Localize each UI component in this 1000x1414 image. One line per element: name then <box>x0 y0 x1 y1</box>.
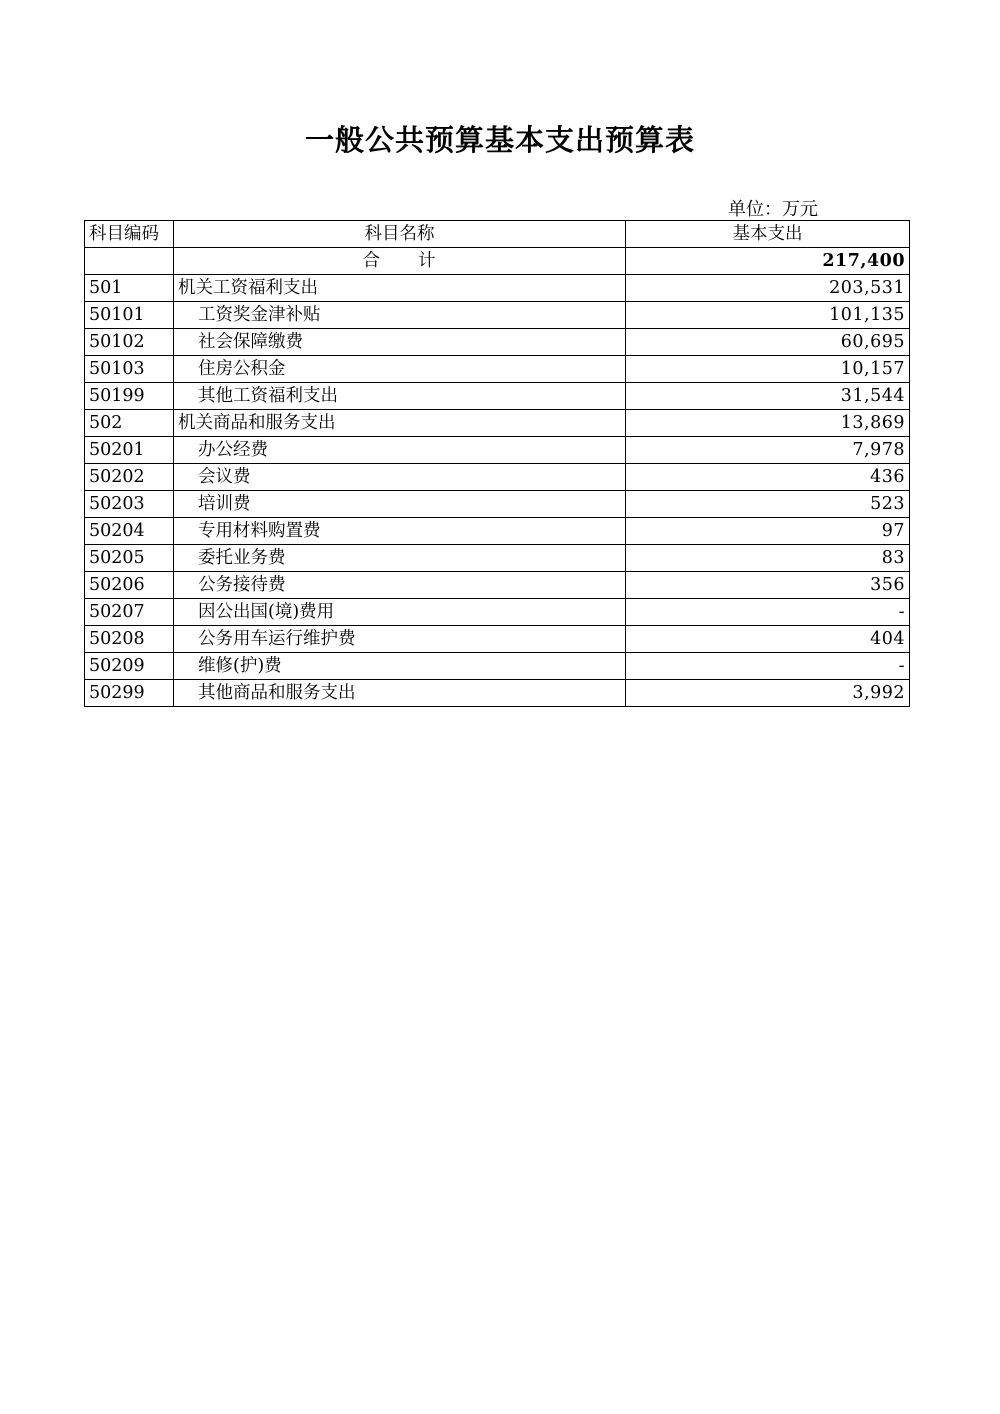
total-row <box>85 248 910 275</box>
row-code: 501 <box>85 275 174 302</box>
row-name: 住房公积金 <box>174 356 626 383</box>
table-row <box>85 329 910 356</box>
row-code: 50209 <box>85 653 174 680</box>
row-code: 502 <box>85 410 174 437</box>
row-amount: 523 <box>626 491 910 518</box>
total-name: 合 计 <box>174 248 626 275</box>
table-row <box>85 275 910 302</box>
table-row <box>85 302 910 329</box>
table-row <box>85 491 910 518</box>
row-code: 50206 <box>85 572 174 599</box>
row-name: 其他工资福利支出 <box>174 383 626 410</box>
row-code: 50204 <box>85 518 174 545</box>
row-name: 机关商品和服务支出 <box>174 410 626 437</box>
row-amount: 203,531 <box>626 275 910 302</box>
row-code: 50299 <box>85 680 174 707</box>
row-amount: 60,695 <box>626 329 910 356</box>
row-code: 50102 <box>85 329 174 356</box>
row-name: 专用材料购置费 <box>174 518 626 545</box>
row-amount: 101,135 <box>626 302 910 329</box>
table-row <box>85 680 910 707</box>
header-code: 科目编码 <box>85 221 174 248</box>
row-name: 公务接待费 <box>174 572 626 599</box>
table-row <box>85 572 910 599</box>
table-row <box>85 518 910 545</box>
row-code: 50205 <box>85 545 174 572</box>
total-code <box>85 248 174 275</box>
row-amount: 404 <box>626 626 910 653</box>
table-row <box>85 356 910 383</box>
table-row <box>85 626 910 653</box>
table-row <box>85 599 910 626</box>
row-amount: 10,157 <box>626 356 910 383</box>
header-name: 科目名称 <box>174 221 626 248</box>
table-row <box>85 545 910 572</box>
row-name: 会议费 <box>174 464 626 491</box>
header-amount: 基本支出 <box>626 221 910 248</box>
row-amount: 356 <box>626 572 910 599</box>
row-name: 培训费 <box>174 491 626 518</box>
row-amount: 7,978 <box>626 437 910 464</box>
row-amount: 13,869 <box>626 410 910 437</box>
table-row <box>85 464 910 491</box>
row-name: 工资奖金津补贴 <box>174 302 626 329</box>
row-name: 委托业务费 <box>174 545 626 572</box>
page-title: 一般公共预算基本支出预算表 <box>304 123 695 157</box>
row-amount: - <box>626 599 910 626</box>
row-code: 50202 <box>85 464 174 491</box>
row-amount: 97 <box>626 518 910 545</box>
row-code: 50203 <box>85 491 174 518</box>
total-amount: 217,400 <box>626 248 910 275</box>
row-amount: 436 <box>626 464 910 491</box>
unit-label: 单位：万元 <box>728 199 818 220</box>
row-name: 办公经费 <box>174 437 626 464</box>
row-code: 50101 <box>85 302 174 329</box>
budget-table <box>84 220 910 707</box>
table-row <box>85 383 910 410</box>
row-name: 其他商品和服务支出 <box>174 680 626 707</box>
table-header-row <box>85 221 910 248</box>
row-code: 50199 <box>85 383 174 410</box>
row-amount: - <box>626 653 910 680</box>
row-name: 公务用车运行维护费 <box>174 626 626 653</box>
row-code: 50201 <box>85 437 174 464</box>
table-row <box>85 437 910 464</box>
row-name: 机关工资福利支出 <box>174 275 626 302</box>
row-code: 50207 <box>85 599 174 626</box>
row-name: 因公出国(境)费用 <box>174 599 626 626</box>
row-code: 50208 <box>85 626 174 653</box>
row-name: 社会保障缴费 <box>174 329 626 356</box>
row-amount: 3,992 <box>626 680 910 707</box>
table-row <box>85 410 910 437</box>
table-row <box>85 653 910 680</box>
row-amount: 83 <box>626 545 910 572</box>
row-code: 50103 <box>85 356 174 383</box>
row-amount: 31,544 <box>626 383 910 410</box>
row-name: 维修(护)费 <box>174 653 626 680</box>
